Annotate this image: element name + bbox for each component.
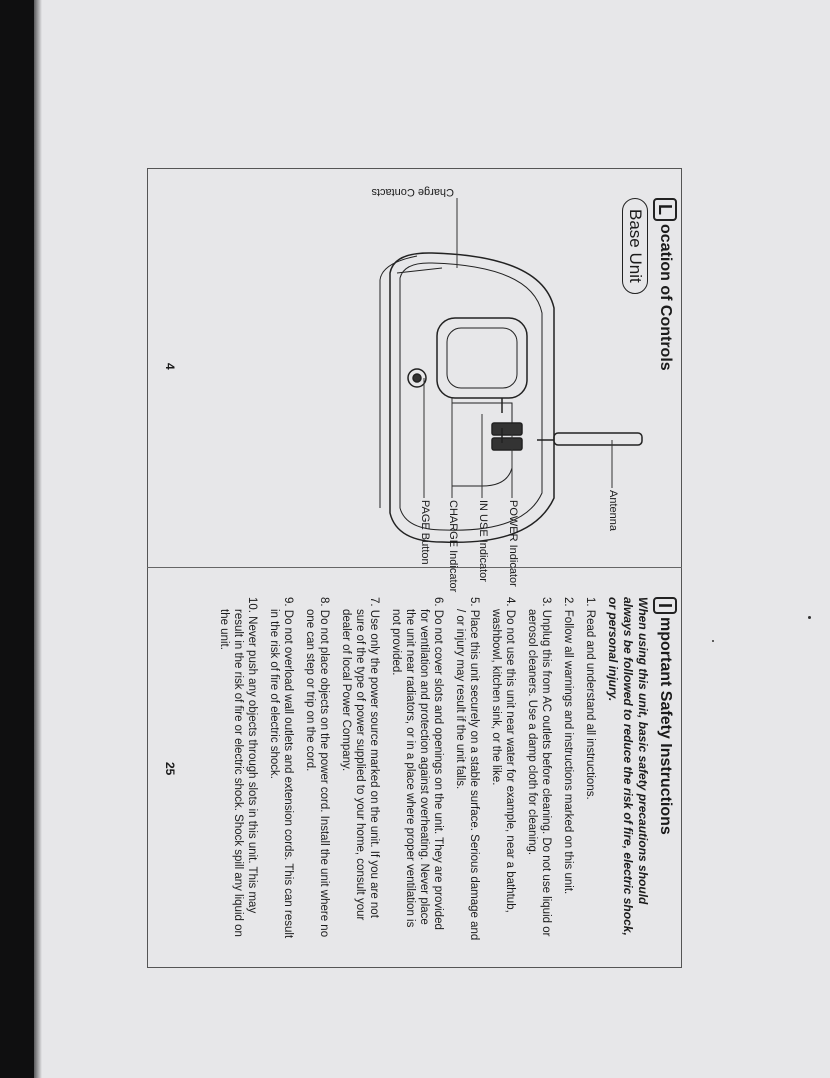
heading-initial: I	[653, 597, 677, 614]
safety-item: 1. Read and understand all instructions.	[584, 597, 596, 800]
scanner-shadow	[34, 0, 42, 1078]
base-unit-illustration	[147, 168, 682, 567]
label-power-indicator: POWER Indicator	[507, 500, 519, 587]
safety-item: 9. Do not overload wall outlets and extension cords. This can result in the risk of fire of electric shock.	[268, 597, 294, 939]
right-page	[147, 567, 682, 968]
label-charge-contacts: Charge Contacts	[371, 186, 454, 198]
safety-item: 5. Place this unit securely on a stable surface. Serious damage and / or injury may result if the unit falls.	[454, 597, 480, 941]
dust-speck	[712, 640, 714, 642]
safety-item: 4. Do not use this unit near water for example, near a bathtub, washbowl, kitchen sink, or the like.	[490, 597, 516, 913]
right-page-number: 25	[163, 762, 177, 776]
left-page-number: 4	[163, 363, 177, 370]
heading-text: mportant Safety Instructions	[657, 617, 674, 835]
heading-text: ocation of Controls	[657, 224, 674, 371]
left-page	[147, 168, 682, 593]
safety-item: 10. Never push any objects through slots in this unit. This may result in the risk of fire or electric shock. Shock spill any liquid on the unit.	[218, 597, 258, 937]
safety-item: 7. Use only the power source marked on the unit. If you are not sure of the type of power supplied to your home, consult your dealer of local Power Company.	[340, 597, 380, 921]
safety-item: 8. Do not place objects on the power cord. Install the unit where no one can step or trip on the cord.	[304, 597, 330, 938]
safety-lead-paragraph: When using this unit, basic safety precautions should always be followed to reduce the risk of fire, electric shock, or personal injury.	[606, 597, 650, 936]
right-page-heading	[653, 597, 677, 835]
safety-item: 2. Follow all warnings and instructions marked on this unit.	[562, 597, 574, 895]
label-charge-indicator: CHARGE Indicator	[447, 500, 459, 593]
heading-initial: L	[653, 198, 677, 221]
label-page-button: PAGE Button	[419, 500, 431, 565]
scanner-edge	[0, 0, 34, 1078]
safety-item: 3. Unplug this from AC outlets before cleaning. Do not use liquid or aerosol cleaners. Use a damp cloth for cleaning.	[526, 597, 552, 937]
safety-item: 6. Do not cover slots and openings on the unit. They are provided for ventilation and protection against overheating. Never place the unit near radiators, or in a place where proper ventilation is not provided.	[390, 597, 444, 930]
label-in-use-indicator: IN USE Indicator	[477, 500, 489, 582]
safety-text-block	[217, 597, 650, 942]
label-antenna: Antenna	[607, 490, 619, 531]
base-unit-pill: Base Unit	[622, 198, 648, 294]
dust-speck	[808, 616, 811, 619]
